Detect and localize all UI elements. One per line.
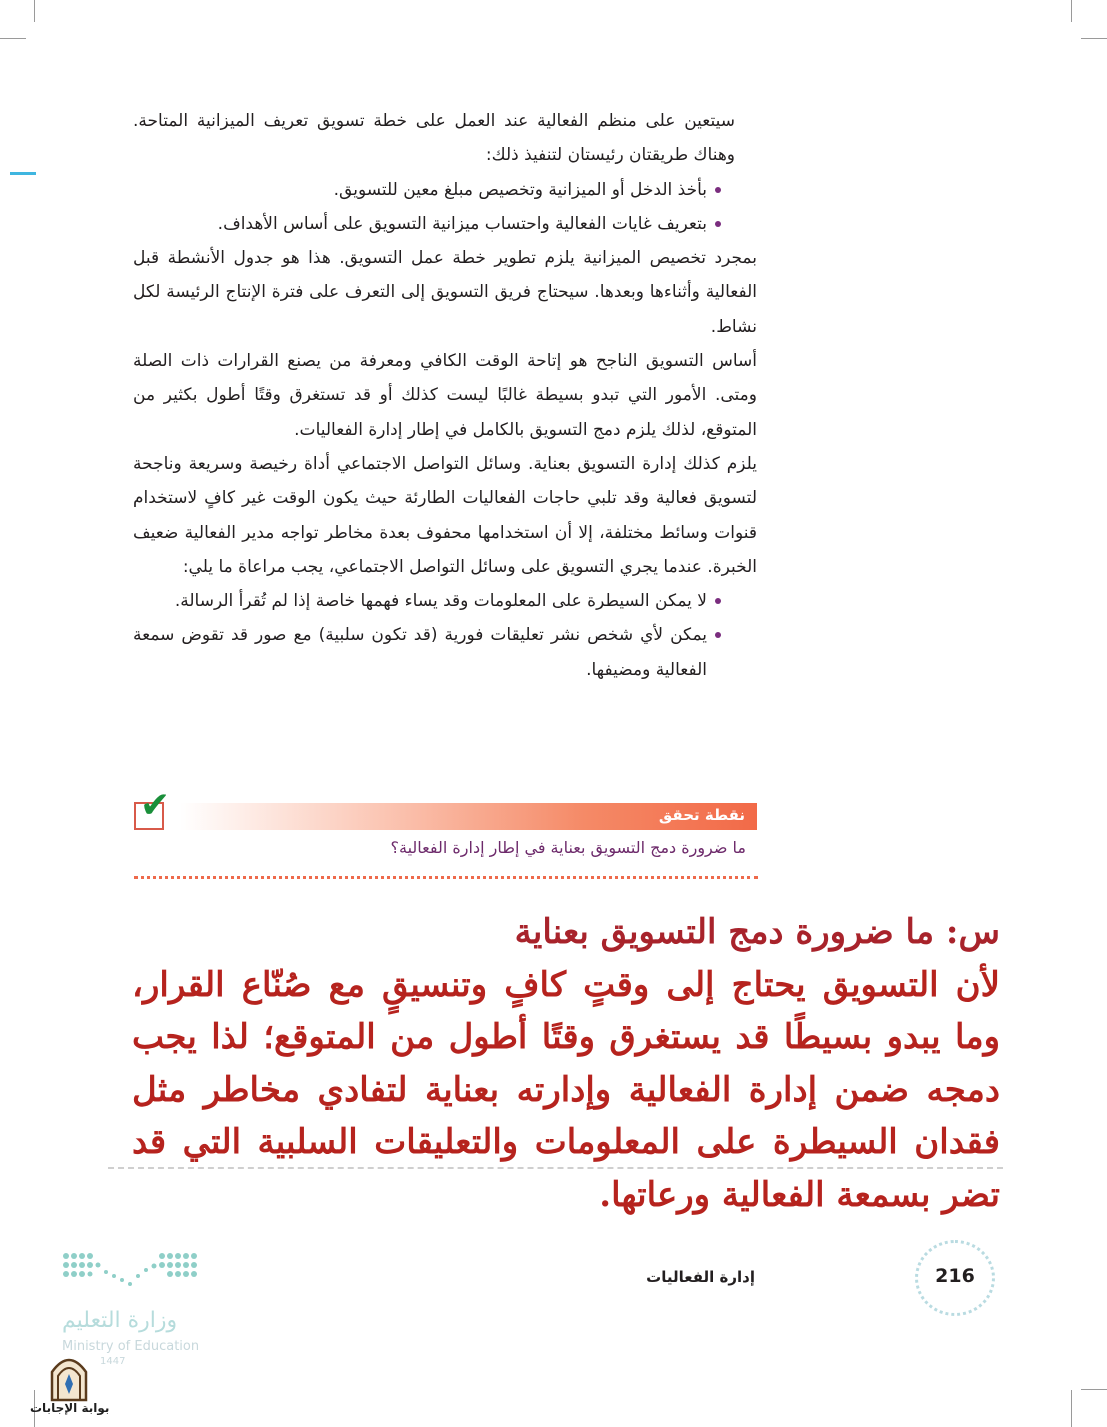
ministry-name-en: Ministry of Education bbox=[62, 1339, 200, 1354]
page-number: 216 bbox=[935, 1265, 975, 1287]
paragraph-time: أساس التسويق الناجح هو إتاحة الوقت الكافي ومعرفة من يصنع القرارات ذات الصلة ومتى. الأمور التي تبدو بسيطة غالبًا ليست كذلك أو قد تستغرق وقتًا أطول بكثير من المتوقع، لذلك يلزم دمج التسويق بالكامل في إطار إدارة الفعاليات. bbox=[133, 351, 757, 440]
list-item: لا يمكن السيطرة على المعلومات وقد يساء فهمها خاصة إذا لم تُقرأ الرسالة. bbox=[133, 584, 757, 618]
crop-mark bbox=[34, 0, 35, 22]
list-item: بتعريف غايات الفعالية واحتساب ميزانية التسويق على أساس الأهداف. bbox=[133, 207, 757, 241]
body-text bbox=[133, 104, 757, 687]
checkpoint-title: نقطة تحقق bbox=[658, 806, 745, 824]
crop-mark bbox=[1081, 1389, 1107, 1390]
crop-mark bbox=[0, 38, 26, 39]
crop-mark bbox=[1071, 1390, 1072, 1427]
side-marker bbox=[10, 172, 36, 175]
bullet-list-social bbox=[133, 584, 757, 687]
answer-question: س: ما ضرورة دمج التسويق بعناية bbox=[514, 912, 1000, 952]
checkmark-icon: ✔ bbox=[140, 785, 171, 826]
answer-text: لأن التسويق يحتاج إلى وقتٍ كافٍ وتنسيقٍ مع صُنّاع القرار، وما يبدو بسيطًا قد يستغرق وقتًا أطول من المتوقع؛ لذا يجب دمجه ضمن إدارة الفعالية وإدارته بعناية لتفادي مخاطر مثل فقدان السيطرة على المعلومات والتعليقات السلبية التي قد تضر بسمعة الفعالية ورعاتها. bbox=[132, 964, 1000, 1215]
list-item: يمكن لأي شخص نشر تعليقات فورية (قد تكون سلبية) مع صور قد تقوض سمعة الفعالية ومضيفها. bbox=[133, 618, 757, 687]
paragraph-budget: سيتعين على منظم الفعالية عند العمل على خطة تسويق تعريف الميزانية المتاحة. وهناك طريقتان رئيستان لتنفيذ ذلك: bbox=[133, 111, 735, 166]
answer-block bbox=[132, 906, 1000, 1221]
crop-mark bbox=[1081, 38, 1107, 39]
dashed-divider bbox=[108, 1167, 1003, 1169]
bullet-list-budget bbox=[133, 173, 757, 242]
portal-label: بوابة الإجابات bbox=[30, 1401, 110, 1415]
paragraph-social: يلزم كذلك إدارة التسويق بعناية. وسائل التواصل الاجتماعي أداة رخيصة وسريعة وناجحة لتسويق فعالية وقد تلبي حاجات الفعاليات الطارئة حيث يكون الوقت غير كافٍ لاستخدام قنوات وسائط مختلفة، إلا أن استخدامها محفوف بعدة مخاطر تواجه مدير الفعالية ضعيف الخبرة. عندما يجري التسويق على وسائل التواصل الاجتماعي، يجب مراعاة ما يلي: bbox=[133, 453, 757, 577]
ministry-logo-icon bbox=[62, 1250, 198, 1296]
dotted-divider bbox=[134, 876, 758, 879]
checkpoint-question: ما ضرورة دمج التسويق بعناية في إطار إدارة الفعالية؟ bbox=[390, 838, 746, 857]
crop-mark bbox=[1071, 0, 1072, 22]
list-item: بأخذ الدخل أو الميزانية وتخصيص مبلغ معين للتسويق. bbox=[133, 173, 757, 207]
paragraph-plan: بمجرد تخصيص الميزانية يلزم تطوير خطة عمل التسويق. هذا هو جدول الأنشطة قبل الفعالية وأثناءها وبعدها. سيحتاج فريق التسويق إلى التعرف على فترة الإنتاج الرئيسة لكل نشاط. bbox=[133, 248, 757, 337]
ministry-name-ar: وزارة التعليم bbox=[62, 1308, 178, 1333]
book-title: إدارة الفعاليات bbox=[646, 1268, 755, 1286]
ministry-year: 1447 bbox=[100, 1356, 126, 1367]
portal-logo-icon bbox=[46, 1350, 92, 1402]
